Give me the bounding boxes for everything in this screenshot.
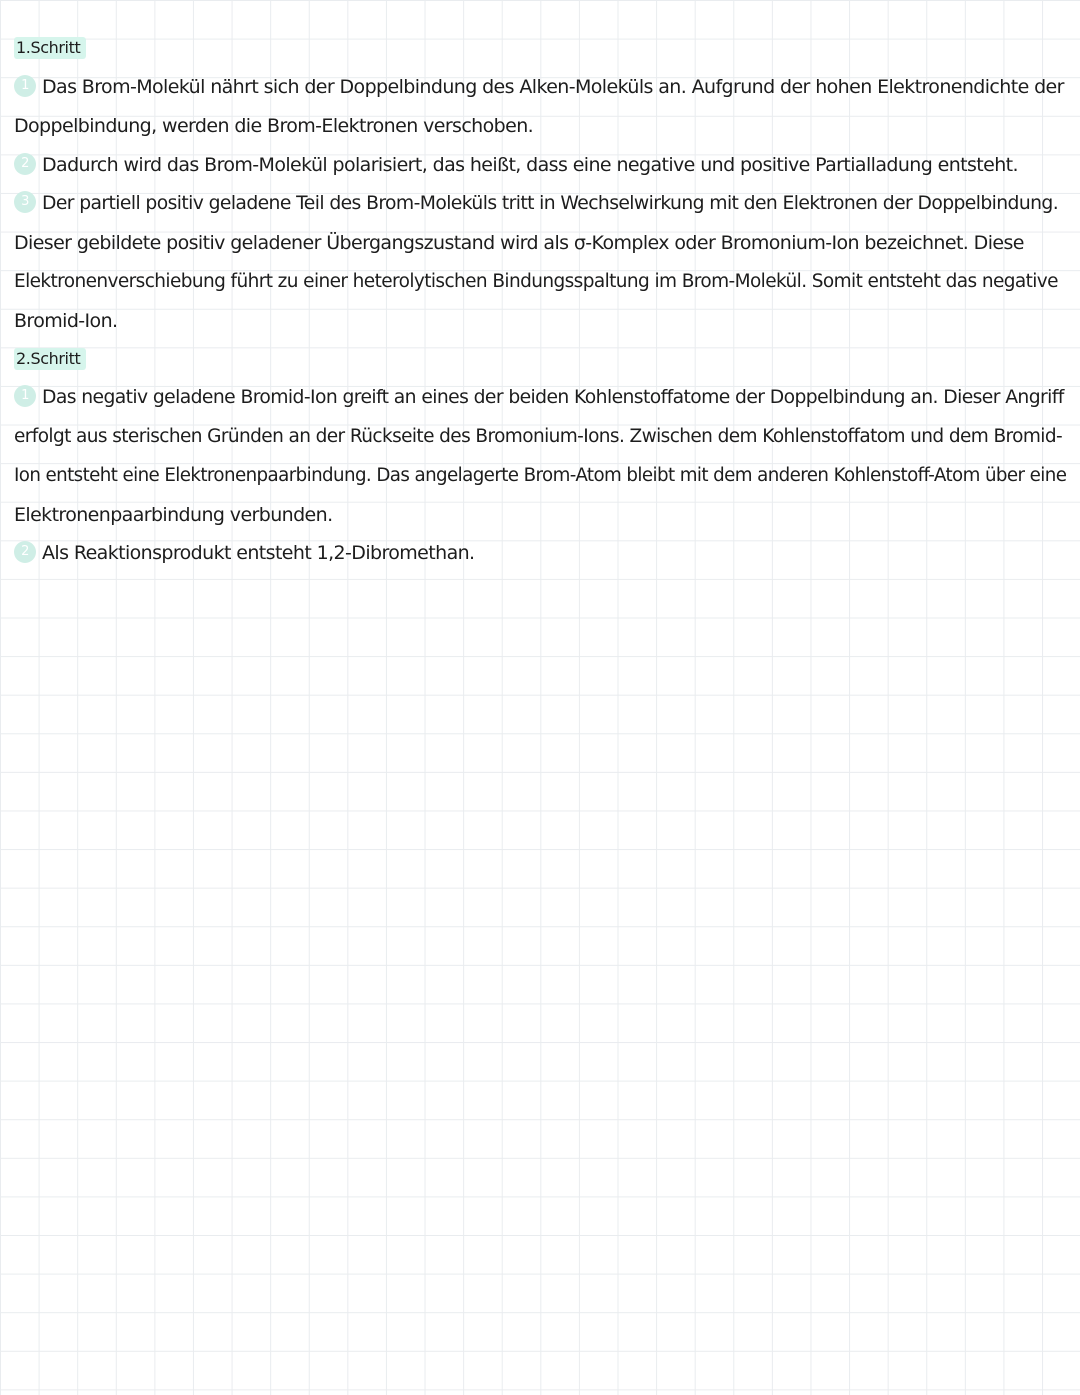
step-1-text-line-1: Das Brom-Molekül nährt sich der Doppelbindung des Alken-Moleküls an. Aufgrund der hohen Elektronendichte der [42,76,1064,98]
step-2-marker-2: 2 [14,541,36,563]
step-2-paragraph-1-line-4 [14,496,333,534]
step-2-paragraph-2 [14,534,475,572]
step-1-paragraph-3-line-3 [14,263,1058,301]
step-2-text-line-4: Elektronenpaarbindung verbunden. [14,504,333,526]
step-1-paragraph-3-line-4 [14,302,117,340]
step-1-text-line-6: Elektronenverschiebung führt zu einer heterolytischen Bindungsspaltung im Brom-Molekül. Somit entsteht das negative [14,271,1058,292]
step-1-heading: 1.Schritt [14,37,86,59]
step-1-text-line-2: Doppelbindung, werden die Brom-Elektronen verschoben. [14,115,534,137]
step-1-text-line-7: Bromid-Ion. [14,310,118,332]
step-2-text-line-1: Das negativ geladene Bromid-Ion greift an eines der beiden Kohlenstoffatome der Doppelbindung an. Dieser Angriff [42,387,1064,408]
step-1-marker-1: 1 [14,75,36,97]
step-2-text-line-3: Ion entsteht eine Elektronenpaarbindung. Das angelagerte Brom-Atom bleibt mit dem anderen Kohlenstoff-Atom über eine [14,465,1067,486]
step-2-paragraph-1-line-3 [14,457,1066,495]
step-1-paragraph-3-line-1 [14,185,1058,223]
step-2-paragraph-1-line-1 [14,379,1064,417]
step-1-paragraph-3-line-2 [14,224,1024,262]
step-1-paragraph-1-line-2 [14,107,533,145]
step-1-text-line-4: Der partiell positiv geladene Teil des Brom-Moleküls tritt in Wechselwirkung mit den Elektronen der Doppelbindung. [42,193,1059,214]
step-1-marker-2: 2 [14,153,36,175]
step-1-paragraph-2 [14,146,1018,184]
step-1-marker-3: 3 [14,191,36,213]
step-1-paragraph-1-line-1 [14,68,1064,106]
step-2-text-line-2: erfolgt aus sterischen Gründen an der Rückseite des Bromonium-Ions. Zwischen dem Kohlenstoffatom und dem Bromid- [14,426,1063,447]
step-2-marker-1: 1 [14,385,36,407]
step-2-paragraph-1-line-2 [14,418,1062,456]
step-2-text-line-5: Als Reaktionsprodukt entsteht 1,2-Dibromethan. [42,542,475,564]
step-1-text-line-5: Dieser gebildete positiv geladener Übergangszustand wird als σ-Komplex oder Bromonium-Ion bezeichnet. Diese [14,232,1024,254]
step-2-heading: 2.Schritt [14,348,86,370]
step-1-text-line-3: Dadurch wird das Brom-Molekül polarisiert, das heißt, dass eine negative und positive Partialladung entsteht. [42,154,1018,176]
